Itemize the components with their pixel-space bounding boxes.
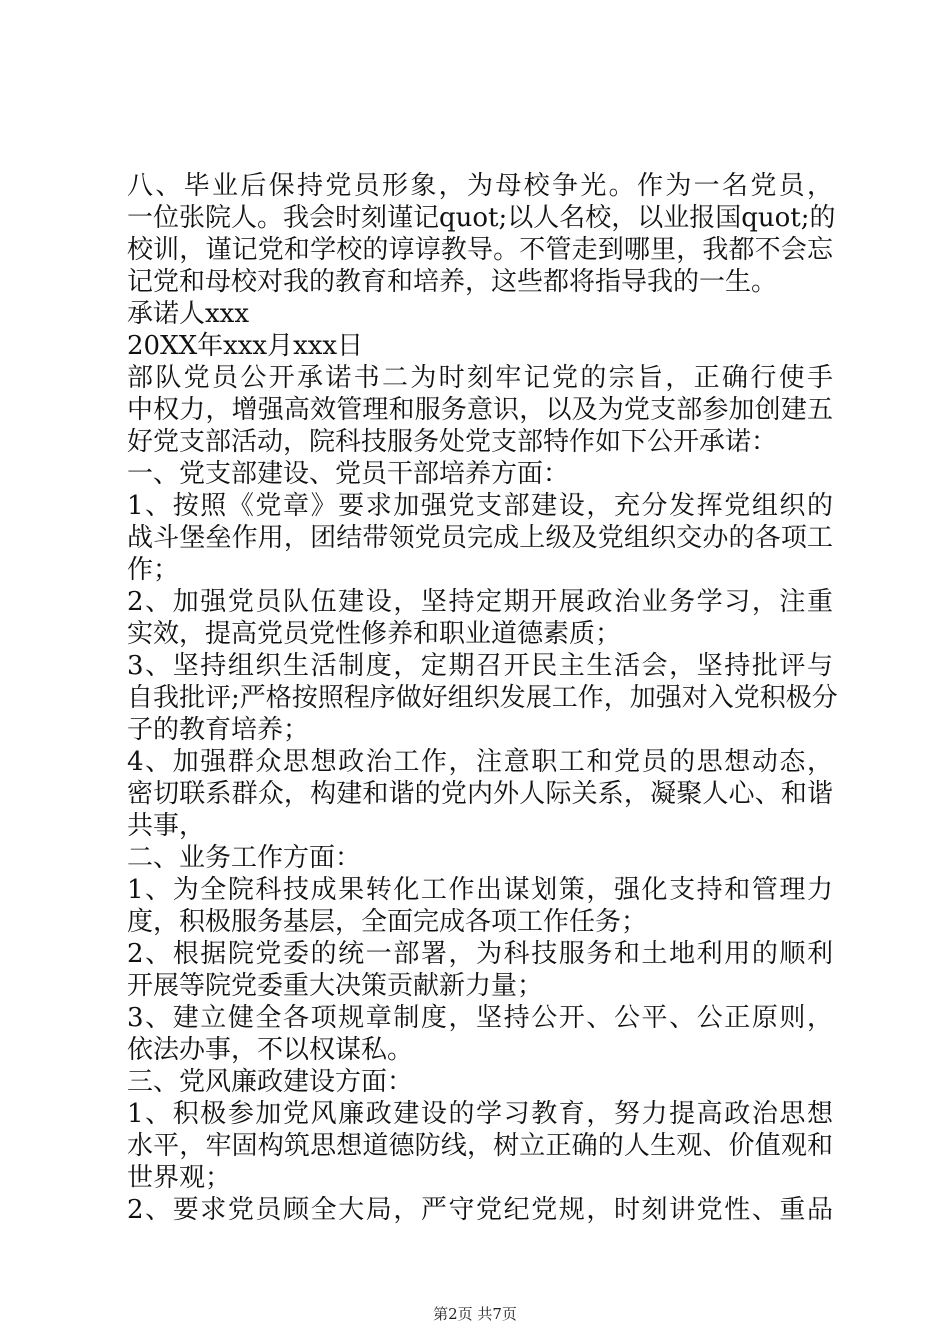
text-line: 1、积极参加党风廉政建设的学习教育，努力提高政治思想 (127, 1099, 833, 1129)
text-line: 世界观； (127, 1163, 232, 1193)
signatory-line: 承诺人xxx (127, 299, 249, 329)
text-line: 好党支部活动，院科技服务处党支部特作如下公开承诺： (127, 427, 778, 457)
text-line: 1、按照《党章》要求加强党支部建设，充分发挥党组织的 (127, 491, 833, 521)
section-heading: 一、党支部建设、党员干部培养方面： (127, 459, 570, 489)
text-line: 八、毕业后保持党员形象，为母校争光。作为一名党员， (127, 171, 833, 201)
text-line: 战斗堡垒作用，团结带领党员完成上级及党组织交办的各项工 (127, 523, 833, 553)
text-line: 中权力，增强高效管理和服务意识，以及为党支部参加创建五 (127, 395, 833, 425)
text-line: 实效，提高党员党性修养和职业道德素质； (127, 619, 622, 649)
text-line: 记党和母校对我的教育和培养，这些都将指导我的一生。 (127, 267, 778, 297)
text-line: 子的教育培养； (127, 715, 310, 745)
text-line: 作； (127, 555, 180, 585)
text-line: 1、为全院科技成果转化工作出谋划策，强化支持和管理力 (127, 875, 833, 905)
section-heading: 二、业务工作方面： (127, 843, 362, 873)
text-line: 3、坚持组织生活制度，定期召开民主生活会，坚持批评与 (127, 651, 833, 681)
text-line: 自我批评;严格按照程序做好组织发展工作，加强对入党积极分 (127, 683, 838, 713)
section-heading: 三、党风廉政建设方面： (127, 1067, 414, 1097)
text-line: 校训，谨记党和学校的谆谆教导。不管走到哪里，我都不会忘 (127, 235, 833, 265)
date-line: 20XX年xxx月xxx日 (127, 331, 364, 361)
text-line: 2、根据院党委的统一部署，为科技服务和土地利用的顺利 (127, 939, 833, 969)
text-line: 密切联系群众，构建和谐的党内外人际关系，凝聚人心、和谐 (127, 779, 833, 809)
text-line: 2、要求党员顾全大局，严守党纪党规，时刻讲党性、重品 (127, 1195, 833, 1225)
text-line: 度，积极服务基层，全面完成各项工作任务； (127, 907, 648, 937)
page-number-footer: 第2页 共7页 (433, 1305, 517, 1323)
text-line: 2、加强党员队伍建设，坚持定期开展政治业务学习，注重 (127, 587, 833, 617)
text-line: 依法办事，不以权谋私。 (127, 1035, 414, 1065)
text-line: 4、加强群众思想政治工作，注意职工和党员的思想动态， (127, 747, 833, 777)
text-line: 3、建立健全各项规章制度，坚持公开、公平、公正原则， (127, 1003, 833, 1033)
text-line: 水平，牢固构筑思想道德防线，树立正确的人生观、价值观和 (127, 1131, 833, 1161)
text-line: 共事， (127, 811, 206, 841)
text-line: 开展等院党委重大决策贡献新力量； (127, 971, 544, 1001)
text-line: 一位张院人。我会时刻谨记quot;以人名校，以业报国quot;的 (127, 203, 836, 233)
text-line: 部队党员公开承诺书二为时刻牢记党的宗旨，正确行使手 (127, 363, 833, 393)
